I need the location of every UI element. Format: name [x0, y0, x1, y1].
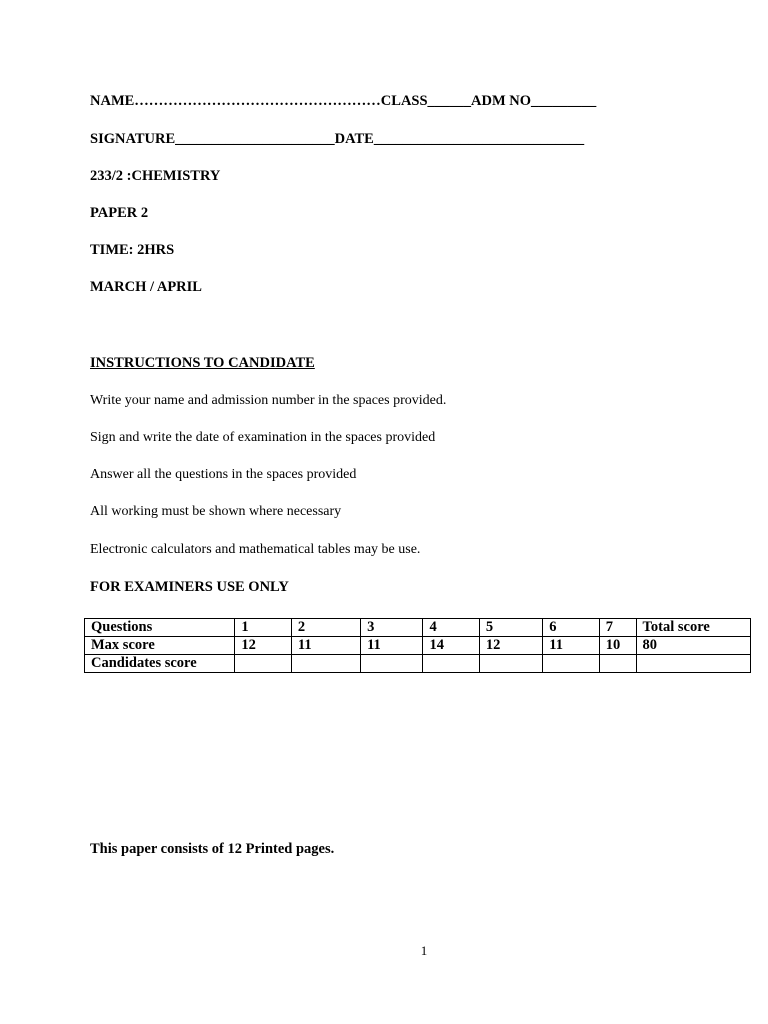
score-input-cell	[599, 655, 636, 673]
score-input-cell	[636, 655, 750, 673]
table-cell: 11	[543, 637, 599, 655]
paper-code: 233/2 :CHEMISTRY	[90, 168, 221, 184]
table-cell: 5	[479, 619, 542, 637]
signature-date-line: SIGNATURE______________________DATE_____________________________	[90, 131, 585, 147]
table-row	[85, 619, 751, 637]
score-table	[84, 618, 751, 673]
table-cell: 80	[636, 637, 750, 655]
score-input-cell	[423, 655, 479, 673]
table-cell: 14	[423, 637, 479, 655]
score-input-cell	[361, 655, 423, 673]
instruction-item: Answer all the questions in the spaces provided	[90, 467, 357, 482]
instruction-item: Sign and write the date of examination in the spaces provided	[90, 430, 436, 445]
table-cell: 7	[599, 619, 636, 637]
score-input-cell	[291, 655, 360, 673]
table-cell: 3	[361, 619, 423, 637]
paper-number: PAPER 2	[90, 205, 149, 221]
score-input-cell	[543, 655, 599, 673]
table-cell: 12	[235, 637, 291, 655]
instructions-heading: INSTRUCTIONS TO CANDIDATE	[90, 355, 315, 371]
instruction-item: Electronic calculators and mathematical tables may be use.	[90, 542, 421, 557]
page-count-note: This paper consists of 12 Printed pages.	[90, 841, 335, 857]
name-class-adm-line: NAME……………………………………………CLASS______ADM NO_________	[90, 93, 597, 109]
score-input-cell	[235, 655, 291, 673]
table-cell: 12	[479, 637, 542, 655]
page-number: 1	[420, 943, 428, 958]
table-cell: Max score	[85, 637, 235, 655]
instruction-item: Write your name and admission number in the spaces provided.	[90, 393, 447, 408]
table-cell: 10	[599, 637, 636, 655]
table-row	[85, 655, 751, 673]
exam-session: MARCH / APRIL	[90, 279, 202, 295]
table-cell: 4	[423, 619, 479, 637]
table-cell: Candidates score	[85, 655, 235, 673]
table-cell: Questions	[85, 619, 235, 637]
table-cell: 2	[291, 619, 360, 637]
table-cell: 6	[543, 619, 599, 637]
table-cell: 11	[291, 637, 360, 655]
examiners-heading: FOR EXAMINERS USE ONLY	[90, 579, 289, 595]
table-cell: 11	[361, 637, 423, 655]
table-cell: 1	[235, 619, 291, 637]
exam-time: TIME: 2HRS	[90, 242, 175, 258]
score-input-cell	[479, 655, 542, 673]
table-cell: Total score	[636, 619, 750, 637]
table-row	[85, 637, 751, 655]
instruction-item: All working must be shown where necessary	[90, 504, 342, 519]
